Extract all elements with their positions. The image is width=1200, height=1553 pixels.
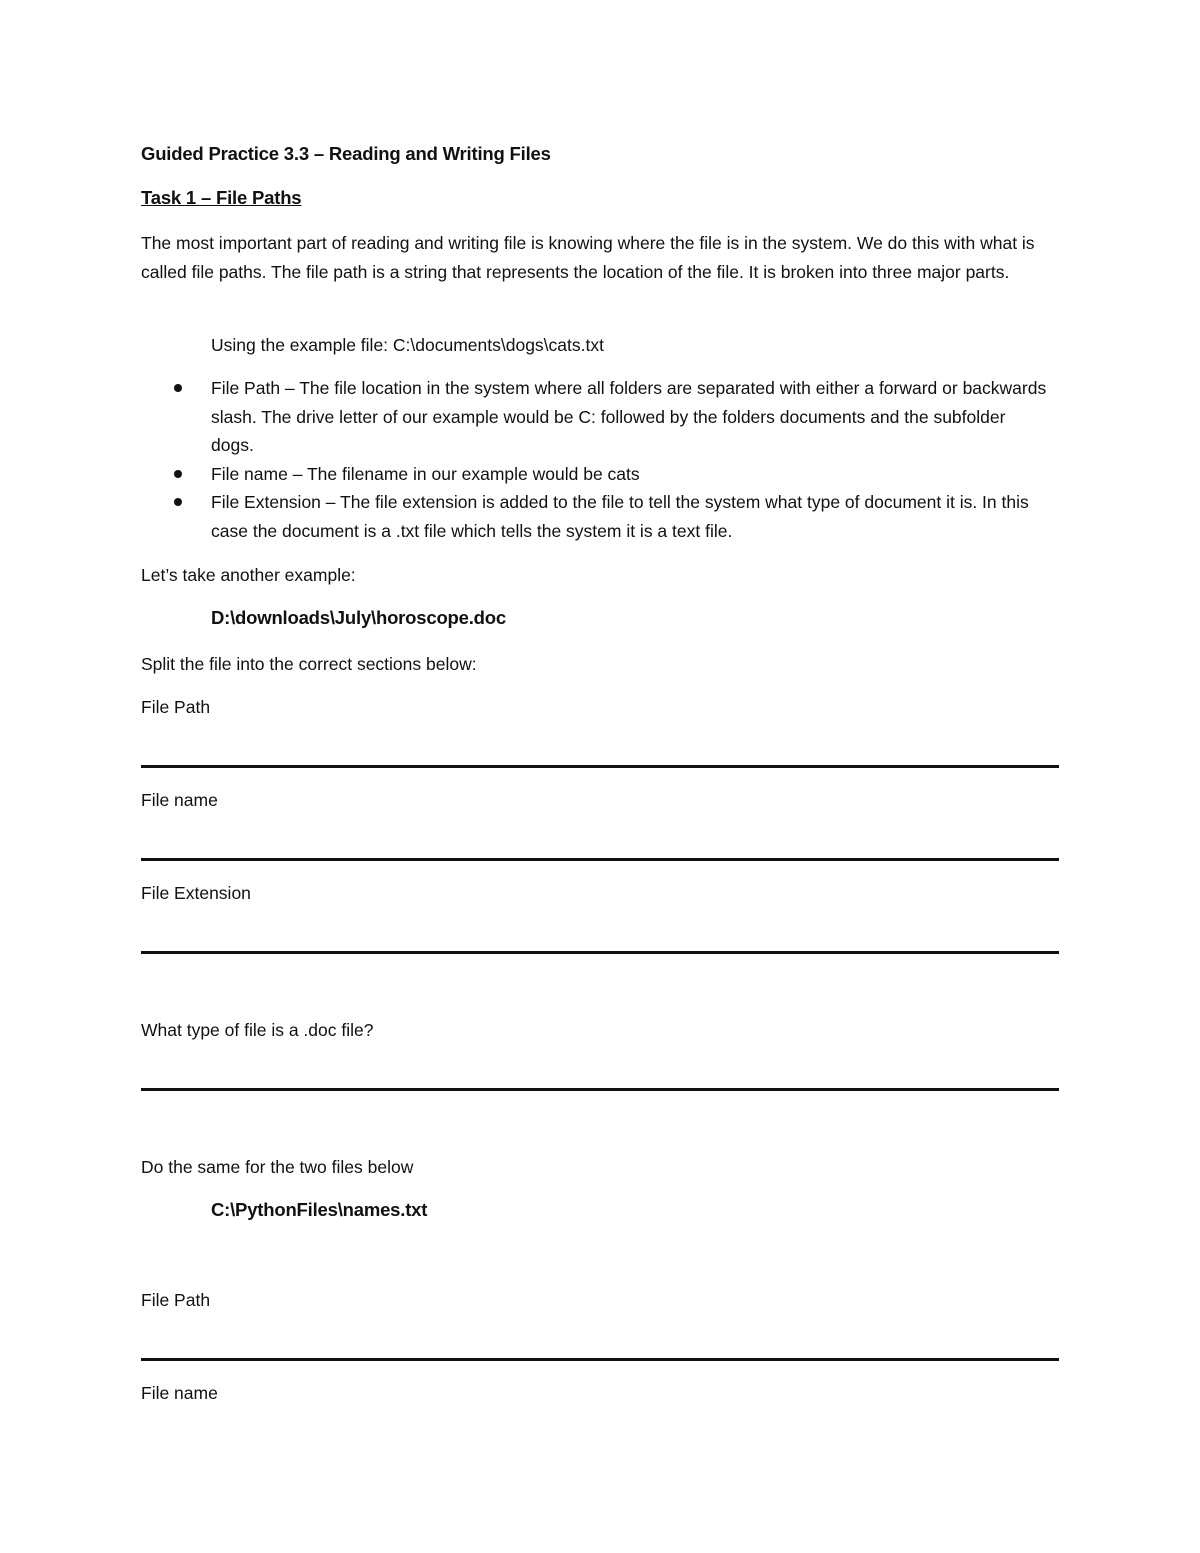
bullet-text: File Path – The file location in the system where all folders are separated with either a forward or backwards slash. The drive letter of our example would be C: followed by the folders documents and the subfolder dogs. (211, 378, 1047, 455)
do-same-text: Do the same for the two files below (141, 1157, 414, 1177)
split-instruction: Split the file into the correct sections below: (141, 654, 477, 674)
doc-question: What type of file is a .doc file? (141, 1020, 374, 1040)
file-path-label-2: File Path (141, 1290, 211, 1310)
file-name-label: File name (141, 790, 218, 810)
example-2-path: D:\downloads\July\horoscope.doc (211, 607, 506, 628)
file-path-answer-line[interactable] (141, 765, 1059, 768)
file-name-answer-line[interactable] (141, 858, 1059, 861)
bullet-text: File Extension – The file extension is added to the file to tell the system what type of document it is. In this case the document is a .txt file which tells the system it is a text file. (211, 492, 1029, 541)
file-name-label-2: File name (141, 1383, 218, 1403)
bullet-text: File name – The filename in our example would be cats (211, 463, 640, 484)
bullet-icon (174, 470, 182, 478)
bullet-icon (174, 498, 182, 506)
file-path-answer-line-2[interactable] (141, 1358, 1059, 1361)
list-item (141, 374, 1051, 460)
document-title: Guided Practice 3.3 – Reading and Writing Files (141, 143, 551, 164)
example-line: Using the example file: C:\documents\dogs\cats.txt (211, 335, 604, 355)
file-extension-label: File Extension (141, 883, 251, 903)
example-3-path: C:\PythonFiles\names.txt (211, 1199, 428, 1220)
file-path-label: File Path (141, 697, 211, 717)
bullet-icon (174, 384, 182, 392)
list-item (141, 488, 1051, 545)
file-extension-answer-line[interactable] (141, 951, 1059, 954)
doc-question-answer-line[interactable] (141, 1088, 1059, 1091)
intro-paragraph: The most important part of reading and writing file is knowing where the file is in the system. We do this with what is called file paths. The file path is a string that represents the location of the file. It is broken into three major parts. (141, 233, 1035, 282)
parts-list (141, 374, 1061, 545)
another-example-text: Let’s take another example: (141, 565, 356, 585)
list-item (141, 460, 1051, 489)
task-heading: Task 1 – File Paths (141, 187, 302, 208)
